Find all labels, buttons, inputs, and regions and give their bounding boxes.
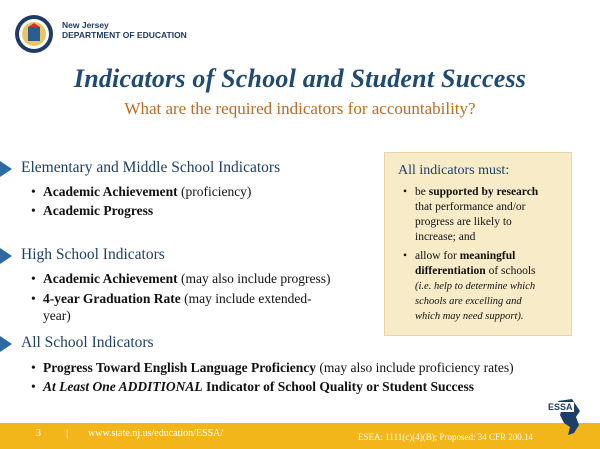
callout-text: progress are likely to: [415, 216, 512, 228]
callout-emphasis: meaningful: [459, 250, 516, 262]
indicator-name: Academic Progress: [43, 203, 154, 218]
nj-seal-icon: [14, 14, 54, 54]
callout-text: be: [415, 186, 429, 198]
footer-separator: |: [66, 427, 69, 439]
callout-heading: All indicators must:: [398, 163, 510, 178]
page-subtitle: What are the required indicators for accountability?: [124, 99, 476, 118]
indicator-name: Academic Achievement: [43, 271, 178, 286]
indicator-note: (may also include progress): [177, 271, 331, 286]
section-title: Elementary and Middle School Indicators: [21, 159, 281, 176]
indicator-note: (may also include proficiency rates): [316, 360, 514, 375]
requirements-callout: All indicators must: • be supported by research that performance and/or progress are likely to increase; and • allow for meaningful differentiation of schools (i.e. help to determine which schools are excelling and which may need support).: [384, 152, 572, 336]
arrow-bullet-icon: [0, 161, 12, 177]
footer-url-link[interactable]: www.state.nj.us/education/ESSA/: [88, 428, 224, 439]
org-line-2: DEPARTMENT OF EDUCATION: [62, 30, 187, 40]
indicator-name: 4-year Graduation Rate: [43, 291, 181, 306]
org-line-1: New Jersey: [62, 20, 109, 30]
arrow-bullet-icon: [0, 248, 12, 264]
section-title: High School Indicators: [21, 246, 165, 263]
callout-text: increase; and: [415, 231, 476, 243]
footer-citation: ESEA: 1111(c)(4)(B); Proposed: 34 CFR 200.14: [358, 432, 533, 442]
indicator-emphasis: At Least One ADDITIONAL: [43, 379, 203, 394]
callout-note: which may need support).: [415, 311, 524, 322]
indicator-note: (may include extended-: [180, 291, 312, 306]
page-title: Indicators of School and Student Success: [73, 64, 527, 93]
section-title: All School Indicators: [21, 334, 154, 351]
indicator-name: Indicator of School Quality or Student Success: [202, 379, 475, 394]
callout-note: (i.e. help to determine which: [415, 281, 536, 292]
callout-text: of schools: [485, 265, 536, 277]
callout-emphasis: supported by research: [428, 186, 539, 198]
arrow-bullet-icon: [0, 336, 12, 352]
org-name: [62, 20, 187, 40]
page-number: 3: [36, 428, 41, 439]
callout-text: that performance and/or: [415, 201, 526, 213]
footer-bar: [0, 423, 600, 449]
callout-text: allow for: [415, 250, 460, 262]
indicator-name: Academic Achievement: [43, 184, 178, 199]
header: [0, 0, 600, 58]
indicator-name: Progress Toward English Language Proficiency: [43, 360, 317, 375]
essa-logo-text: ESSA: [548, 402, 573, 412]
indicator-note: (proficiency): [177, 184, 252, 199]
callout-emphasis: differentiation: [415, 265, 486, 277]
indicator-note-cont: year): [43, 308, 71, 323]
callout-note: schools are excelling and: [415, 296, 522, 307]
